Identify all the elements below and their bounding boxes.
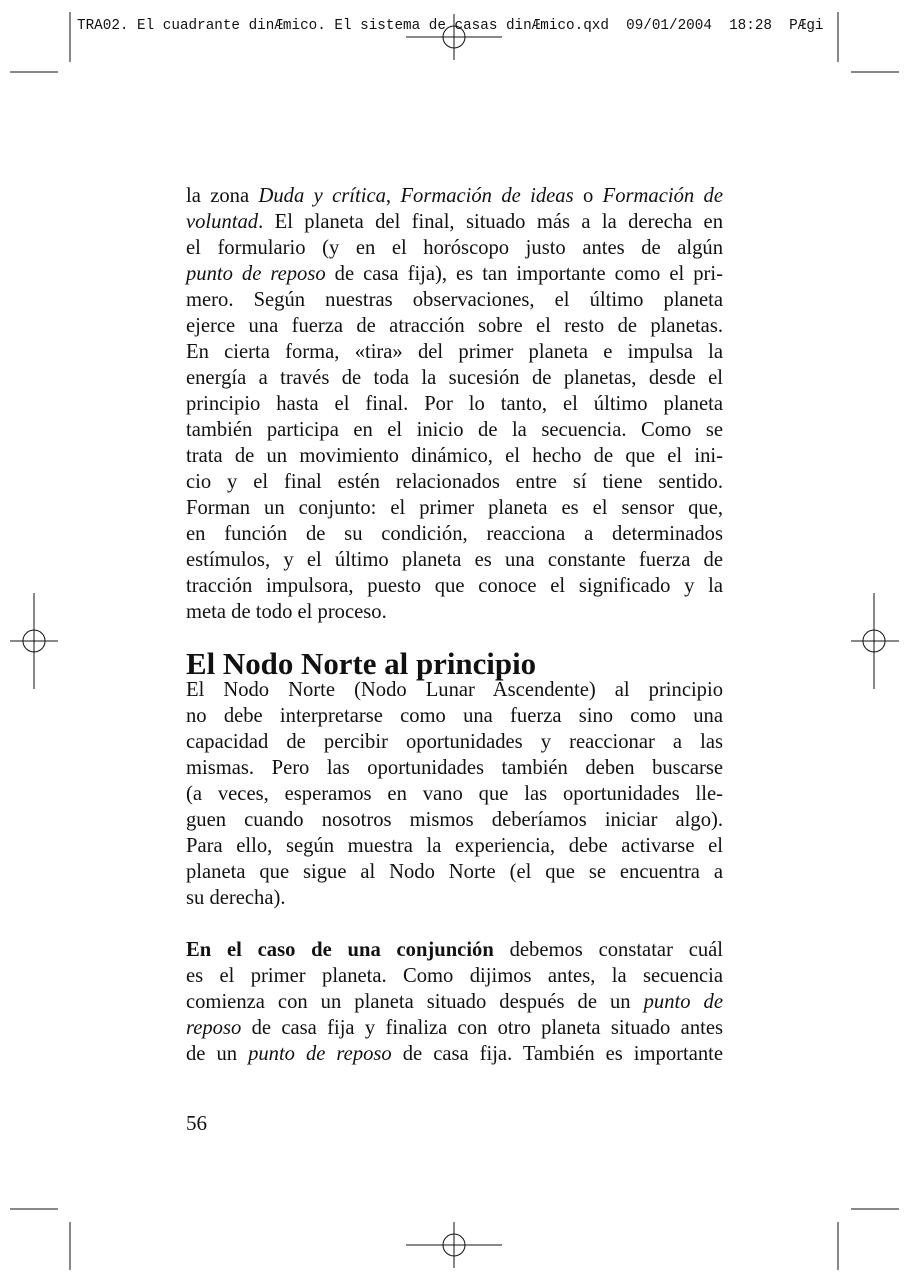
text-line <box>186 183 723 209</box>
section-heading: El Nodo Norte al principio <box>186 646 537 681</box>
text-line: el formulario (y en el horóscopo justo antes de algún <box>186 237 723 259</box>
text-line: Forman un conjunto: el primer planeta es el sensor que, <box>186 497 723 519</box>
text-line: ejerce una fuerza de atracción sobre el resto de planetas. <box>186 315 723 337</box>
body-text <box>186 183 723 1067</box>
text-line <box>186 989 723 1015</box>
paragraph-3 <box>186 937 723 1067</box>
text-line: capacidad de percibir oportunidades y reaccionar a las <box>186 731 723 753</box>
slug-page-label: PÆgi <box>789 18 824 34</box>
text-line <box>186 261 723 287</box>
text-run: de un <box>186 1043 249 1065</box>
text-line: (a veces, esperamos en vano que las oportunidades lle- <box>186 783 723 805</box>
italic-run: Formación de <box>602 185 723 207</box>
slug-time: 18:28 <box>729 18 772 34</box>
text-run: de casa fija y finaliza con otro planeta situado antes <box>241 1017 723 1039</box>
text-line: Para ello, según muestra la experiencia, debe activarse el <box>186 835 723 857</box>
text-line: también participa en el inicio de la secuencia. Como se <box>186 419 723 441</box>
text-line: en función de su condición, reacciona a determinados <box>186 523 723 545</box>
text-line: energía a través de toda la sucesión de planetas, desde el <box>186 367 723 389</box>
text-line <box>186 1041 723 1067</box>
text-line: mero. Según nuestras observaciones, el último planeta <box>186 289 723 311</box>
text-run: de casa fija. También es importante <box>391 1043 724 1065</box>
italic-run: Duda y crítica <box>258 185 386 207</box>
paragraph-2 <box>186 677 723 911</box>
registration-mark-bottom <box>406 1222 502 1268</box>
bold-run: En el caso de una conjunción <box>186 939 494 961</box>
text-run: , <box>385 185 401 207</box>
text-line: En cierta forma, «tira» del primer planeta e impulsa la <box>186 341 723 363</box>
text-run: . El planeta del final, situado más a la derecha en <box>258 211 723 233</box>
text-line: cio y el final estén relacionados entre sí tiene sentido. <box>186 471 723 493</box>
text-line: meta de todo el proceso. <box>186 601 387 623</box>
italic-run: voluntad <box>186 211 259 233</box>
text-line: no debe interpretarse como una fuerza sino como una <box>186 705 723 727</box>
registration-mark-right <box>851 593 899 689</box>
italic-run: reposo <box>186 1017 242 1039</box>
slug-date: 09/01/2004 <box>626 18 712 34</box>
registration-mark-left <box>10 593 58 689</box>
paragraph-1 <box>186 183 723 625</box>
text-run: comienza con un planeta situado después de un <box>186 991 644 1013</box>
text-line: trata de un movimiento dinámico, el hecho de que el ini- <box>186 445 723 467</box>
text-line: principio hasta el final. Por lo tanto, el último planeta <box>186 393 723 415</box>
text-line <box>186 209 723 235</box>
registration-mark-top <box>406 14 502 60</box>
italic-run: punto de <box>643 991 723 1013</box>
text-line: planeta que sigue al Nodo Norte (el que se encuentra a <box>186 861 723 883</box>
text-line: estímulos, y el último planeta es una constante fuerza de <box>186 549 723 571</box>
text-line: mismas. Pero las oportunidades también deben buscarse <box>186 757 723 779</box>
italic-run: Formación de ideas <box>400 185 574 207</box>
slug-filename: TRA02. El cuadrante dinÆmico. El sistema de casas dinÆmico.qxd <box>77 18 609 34</box>
text-line: tracción impulsora, puesto que conoce el significado y la <box>186 575 723 597</box>
text-line: guen cuando nosotros mismos deberíamos iniciar algo). <box>186 809 723 831</box>
page-number: 56 <box>186 1111 207 1135</box>
text-run: la zona <box>186 185 259 207</box>
text-run: debemos constatar cuál <box>493 939 724 961</box>
text-line <box>186 937 723 963</box>
text-run: o <box>573 185 603 207</box>
italic-run: punto de reposo <box>248 1043 392 1065</box>
text-line: su derecha). <box>186 887 286 909</box>
italic-run: punto de reposo <box>186 263 326 285</box>
text-run: de casa fija), es tan importante como el pri- <box>325 263 723 285</box>
text-line: es el primer planeta. Como dijimos antes, la secuencia <box>186 965 723 987</box>
text-line <box>186 1015 723 1041</box>
paragraph-spacer <box>186 911 723 937</box>
text-line: El Nodo Norte (Nodo Lunar Ascendente) al principio <box>186 679 723 701</box>
